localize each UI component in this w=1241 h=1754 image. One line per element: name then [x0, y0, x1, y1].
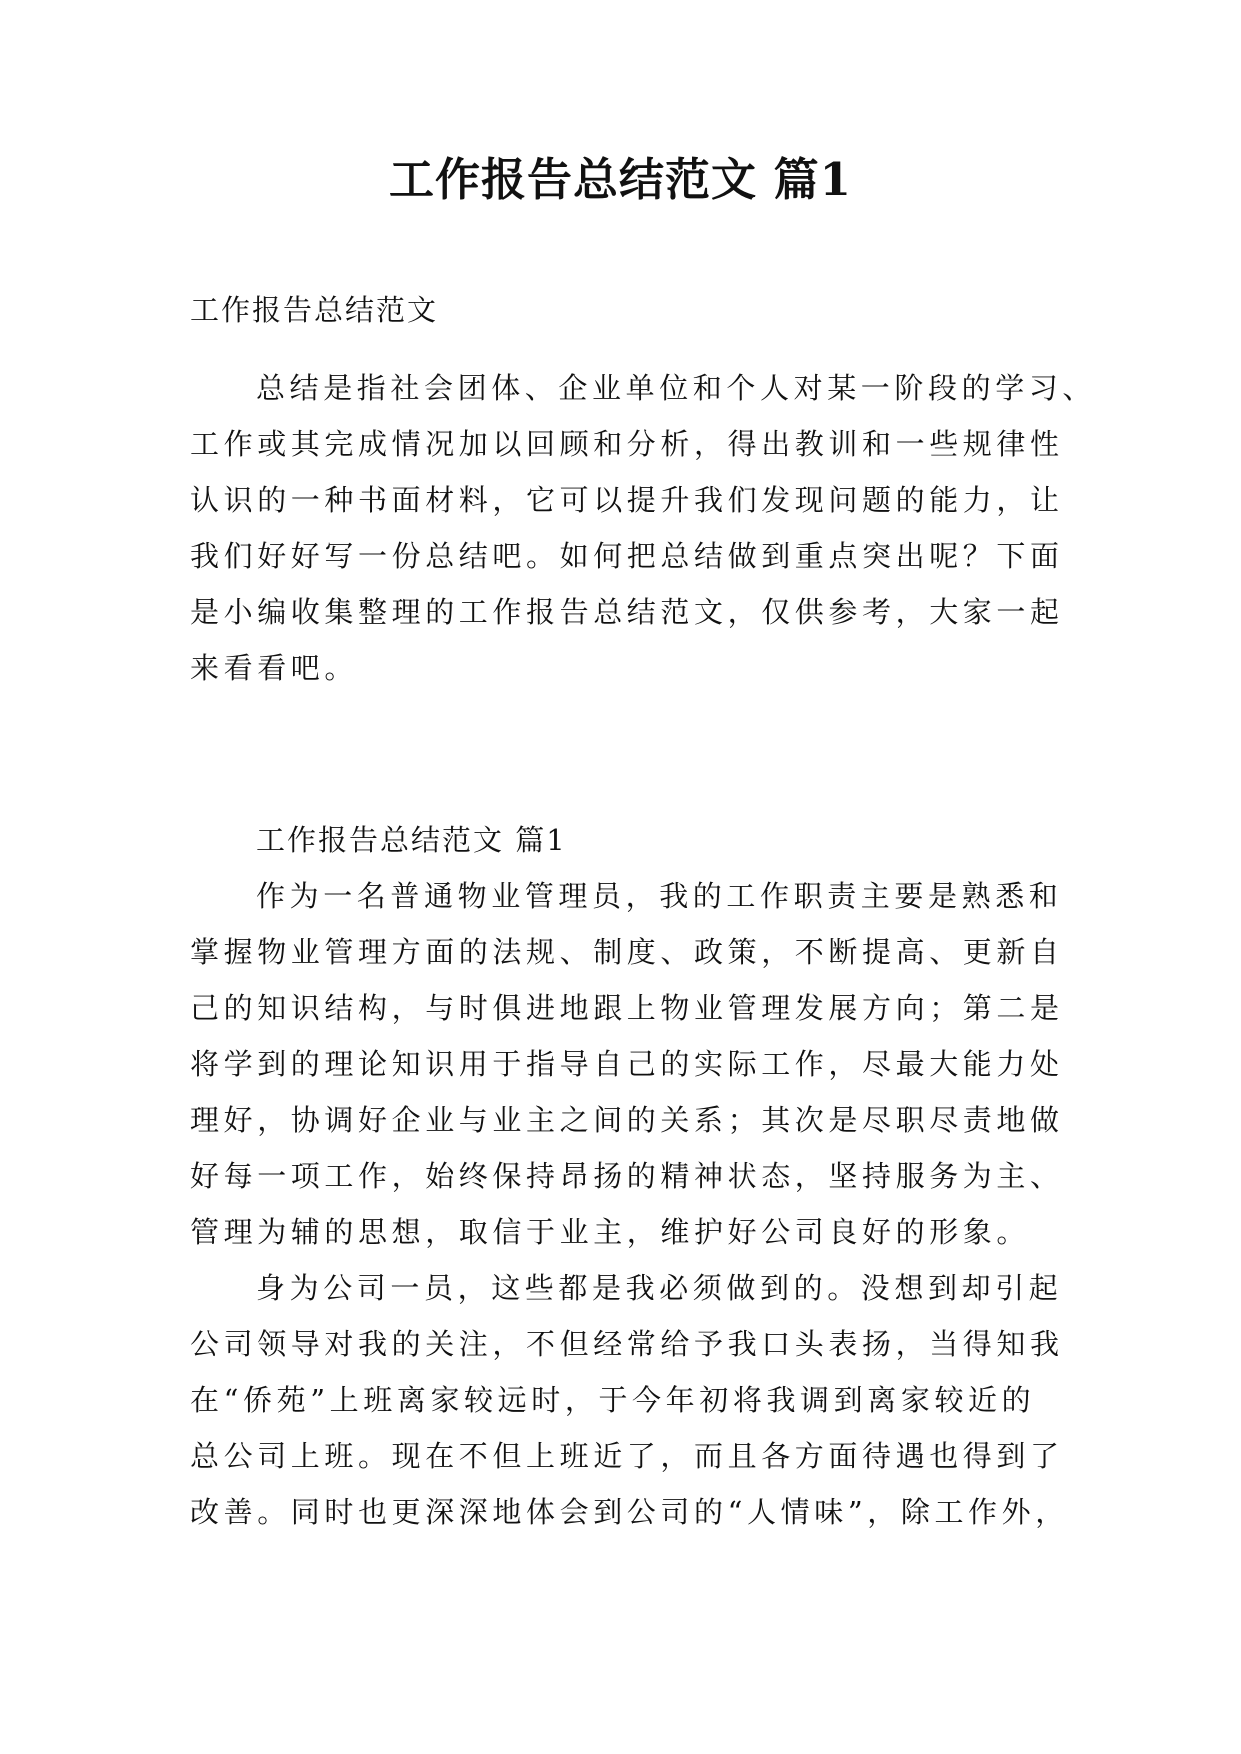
body-line: 管理为辅的思想，取信于业主，维护好公司良好的形象。	[190, 1215, 1031, 1249]
body-line: 改善。同时也更深深地体会到公司的“人情味”，除工作外，	[190, 1495, 1069, 1529]
intro-paragraph	[190, 360, 1097, 696]
body-line: 掌握物业管理方面的法规、制度、政策，不断提高、更新自	[190, 935, 1064, 969]
body-line: 好每一项工作，始终保持昂扬的精神状态，坚持服务为主、	[190, 1159, 1064, 1193]
intro-line: 是小编收集整理的工作报告总结范文，仅供参考，大家一起	[190, 595, 1064, 629]
intro-line: 工作或其完成情况加以回顾和分析，得出教训和一些规律性	[190, 427, 1064, 461]
body-line: 理好，协调好企业与业主之间的关系；其次是尽职尽责地做	[190, 1103, 1064, 1137]
document-title: 工作报告总结范文 篇1	[389, 153, 852, 206]
section-heading: 工作报告总结范文 篇1	[256, 823, 567, 857]
body-line: 总公司上班。现在不但上班近了，而且各方面待遇也得到了	[190, 1439, 1064, 1473]
intro-line: 我们好好写一份总结吧。如何把总结做到重点突出呢？下面	[190, 539, 1064, 573]
intro-line: 总结是指社会团体、企业单位和个人对某一阶段的学习、	[256, 371, 1097, 405]
body-line: 身为公司一员，这些都是我必须做到的。没想到却引起	[256, 1271, 1063, 1305]
body-line: 作为一名普通物业管理员，我的工作职责主要是熟悉和	[256, 879, 1063, 913]
document-subtitle: 工作报告总结范文	[190, 293, 439, 327]
body-line: 公司领导对我的关注，不但经常给予我口头表扬，当得知我	[190, 1327, 1064, 1361]
body-line: 将学到的理论知识用于指导自己的实际工作，尽最大能力处	[190, 1047, 1064, 1081]
body-paragraph-2	[190, 1260, 1090, 1540]
body-line: 己的知识结构，与时俱进地跟上物业管理发展方向；第二是	[190, 991, 1064, 1025]
body-line: 在“侨苑”上班离家较远时，于今年初将我调到离家较近的	[190, 1383, 1036, 1417]
intro-line: 认识的一种书面材料，它可以提升我们发现问题的能力，让	[190, 483, 1064, 517]
body-paragraph-1	[190, 868, 1090, 1260]
intro-line: 来看看吧。	[190, 651, 359, 685]
